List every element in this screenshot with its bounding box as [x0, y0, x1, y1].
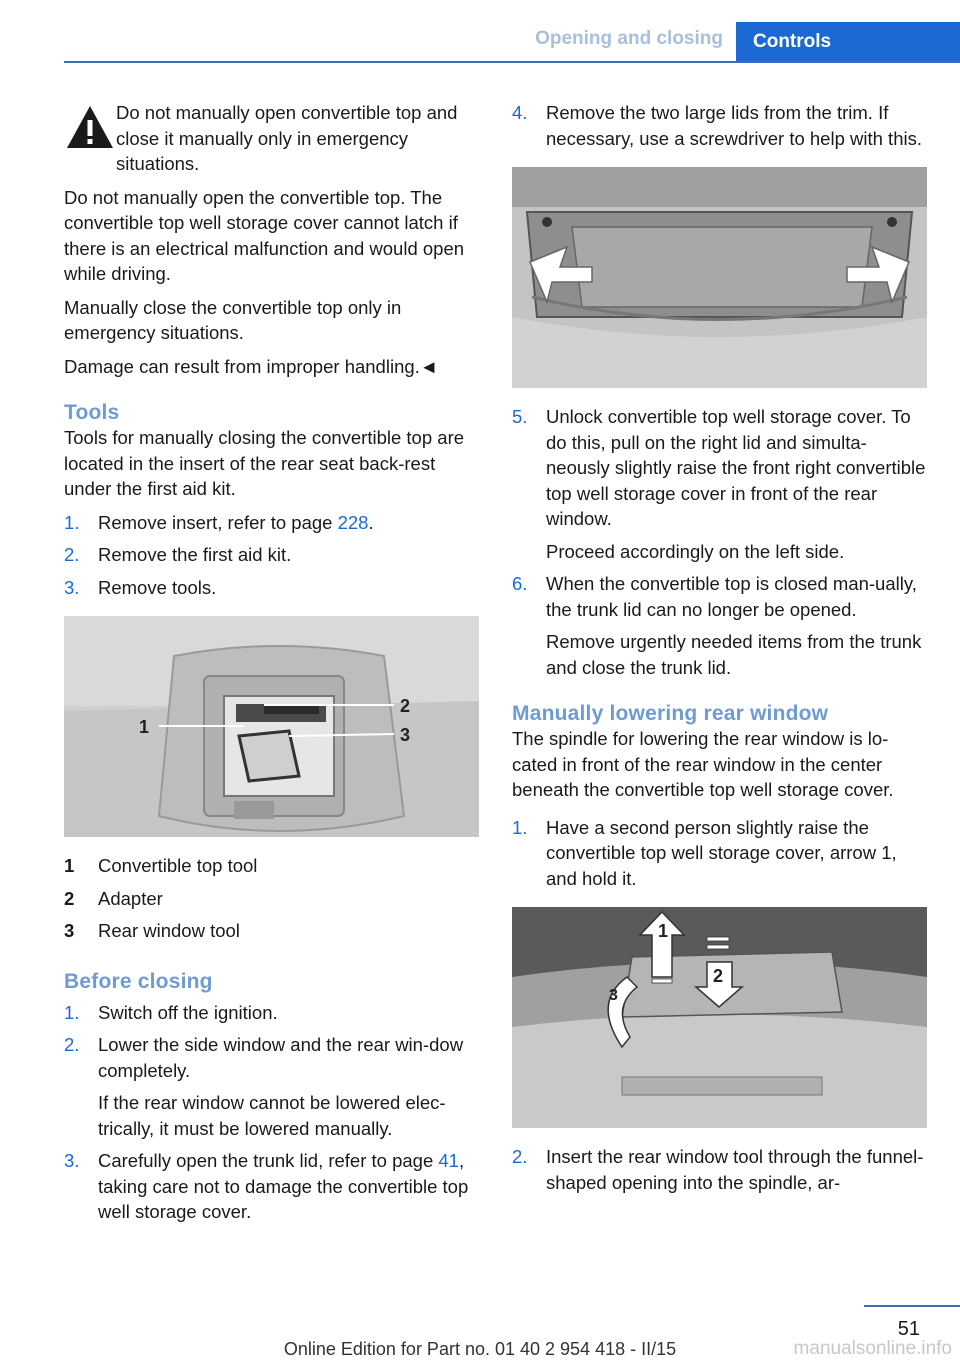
warning-block: [64, 100, 479, 379]
legend-text: Rear window tool: [98, 920, 240, 941]
legend-row: [64, 918, 479, 944]
step-subtext: Remove urgently needed items from the trunk and close the trunk lid.: [546, 631, 922, 678]
page-link[interactable]: 228: [337, 511, 369, 533]
step-text: , taking care not to damage the convertible top well storage cover.: [98, 1150, 469, 1222]
step-text: Lower the side window and the rear win‐dow completely.: [98, 1034, 464, 1081]
legend-text: Convertible top tool: [98, 855, 258, 876]
step-number: 2.: [64, 544, 80, 565]
left-column: [64, 100, 479, 1241]
unlock-steps: [512, 404, 927, 680]
watermark: manualsonline.info: [793, 1338, 952, 1359]
step-text: Remove insert, refer to page: [98, 511, 338, 533]
warning-triangle-icon: [64, 102, 116, 154]
warning-paragraph: Do not manually open the convertible top. The convertible top well storage cover cannot latch if there is an electrical malfunction and would open while driving.: [64, 186, 465, 284]
list-item: [64, 542, 479, 568]
step-number: 5.: [512, 406, 528, 427]
figure-callout-label: 1: [658, 921, 669, 941]
warning-paragraph: Manually close the convertible top only in emergency situations.: [64, 296, 402, 343]
list-item: [64, 510, 479, 536]
figure-callout-label: 3: [609, 987, 618, 1004]
step-text: Insert the rear window tool through the funnel-shaped opening into the spindle, ar‐: [546, 1146, 924, 1193]
edition-line: Online Edition for Part no. 01 40 2 954 418 - II/15: [283, 1339, 677, 1359]
right-column: [512, 100, 927, 1211]
list-item: [64, 575, 479, 601]
tools-steps: [64, 510, 479, 601]
legend-key: 3: [64, 920, 75, 941]
list-item: [64, 1000, 479, 1026]
step-text: Remove tools.: [98, 576, 217, 598]
step-number: 2.: [512, 1146, 528, 1167]
tools-intro: Tools for manually closing the convertible top are located in the insert of the rear seat back‐rest under the first aid kit.: [64, 427, 465, 499]
list-item: [512, 571, 927, 680]
legend-text: Adapter: [98, 887, 163, 909]
page-number: 51: [897, 1318, 920, 1340]
step-number: 3.: [64, 1150, 80, 1171]
before-closing-steps: [64, 1000, 479, 1225]
step-text: When the convertible top is closed man‐ually, the trunk lid can no longer be opened.: [546, 573, 917, 620]
figure-callout-label: 2: [400, 696, 411, 716]
warning-paragraph: Damage can result from improper handling.◄: [64, 355, 439, 377]
warning-title: Do not manually open convertible top and close it manually only in emergency situations.: [116, 102, 458, 174]
header-chapter-tab: Controls: [736, 22, 960, 63]
step-text: Carefully open the trunk lid, refer to page: [98, 1150, 439, 1171]
list-item: [512, 100, 927, 151]
legend-key: 2: [64, 887, 75, 909]
header-rule: [64, 61, 960, 63]
step-number: 1.: [64, 511, 80, 533]
rear-window-figure: [512, 907, 927, 1128]
legend-row: [64, 853, 479, 879]
lowering-steps-continued: [512, 1144, 927, 1195]
figure-callout-label: 3: [400, 725, 411, 745]
list-item: [64, 1032, 479, 1141]
step-text: Have a second person slightly raise the convertible top well storage cover, arrow 1, and hold it.: [546, 816, 897, 889]
step-text: .: [368, 511, 374, 533]
step-number: 2.: [64, 1034, 80, 1055]
lowering-heading: Manually lowering rear window: [512, 702, 829, 725]
legend-key: 1: [64, 855, 75, 876]
page-link[interactable]: 41: [438, 1150, 459, 1171]
tools-heading: Tools: [64, 401, 120, 424]
before-closing-heading: Before closing: [64, 969, 213, 993]
list-item: [512, 815, 927, 892]
header-section-title: Opening and closing: [535, 28, 723, 49]
step-text: Remove the two large lids from the trim. If necessary, use a screwdriver to help with this.: [546, 102, 922, 149]
list-item: [512, 1144, 927, 1195]
lowering-steps: [512, 815, 927, 892]
trunk-figure: [512, 167, 927, 388]
step-number: 1.: [64, 1001, 80, 1023]
step-text: Switch off the ignition.: [98, 1001, 278, 1023]
trunk-steps: [512, 100, 927, 151]
figure-callout-label: 2: [713, 966, 724, 986]
step-number: 6.: [512, 573, 528, 594]
tools-figure: [64, 616, 479, 837]
step-text: Unlock convertible top well storage cover. To do this, pull on the right lid and simulta‐neously slightly raise the front right convertible top well storage cover in front of the rear window.: [546, 406, 926, 529]
step-subtext: If the rear window cannot be lowered elec‐trically, it must be lowered manually.: [98, 1092, 446, 1139]
tools-legend: [64, 853, 479, 944]
figure-callout-label: 1: [139, 717, 150, 737]
list-item: [64, 1148, 479, 1225]
step-subtext: Proceed accordingly on the left side.: [546, 540, 845, 562]
footer-rule: [864, 1305, 960, 1307]
list-item: [512, 404, 927, 564]
lowering-intro: The spindle for lowering the rear window is lo‐cated in front of the rear window in the center beneath the convertible top well storage cover.: [512, 728, 894, 800]
legend-row: [64, 886, 479, 912]
step-text: Remove the first aid kit.: [98, 544, 292, 565]
step-number: 4.: [512, 102, 528, 123]
step-number: 3.: [64, 576, 80, 598]
step-number: 1.: [512, 816, 528, 838]
